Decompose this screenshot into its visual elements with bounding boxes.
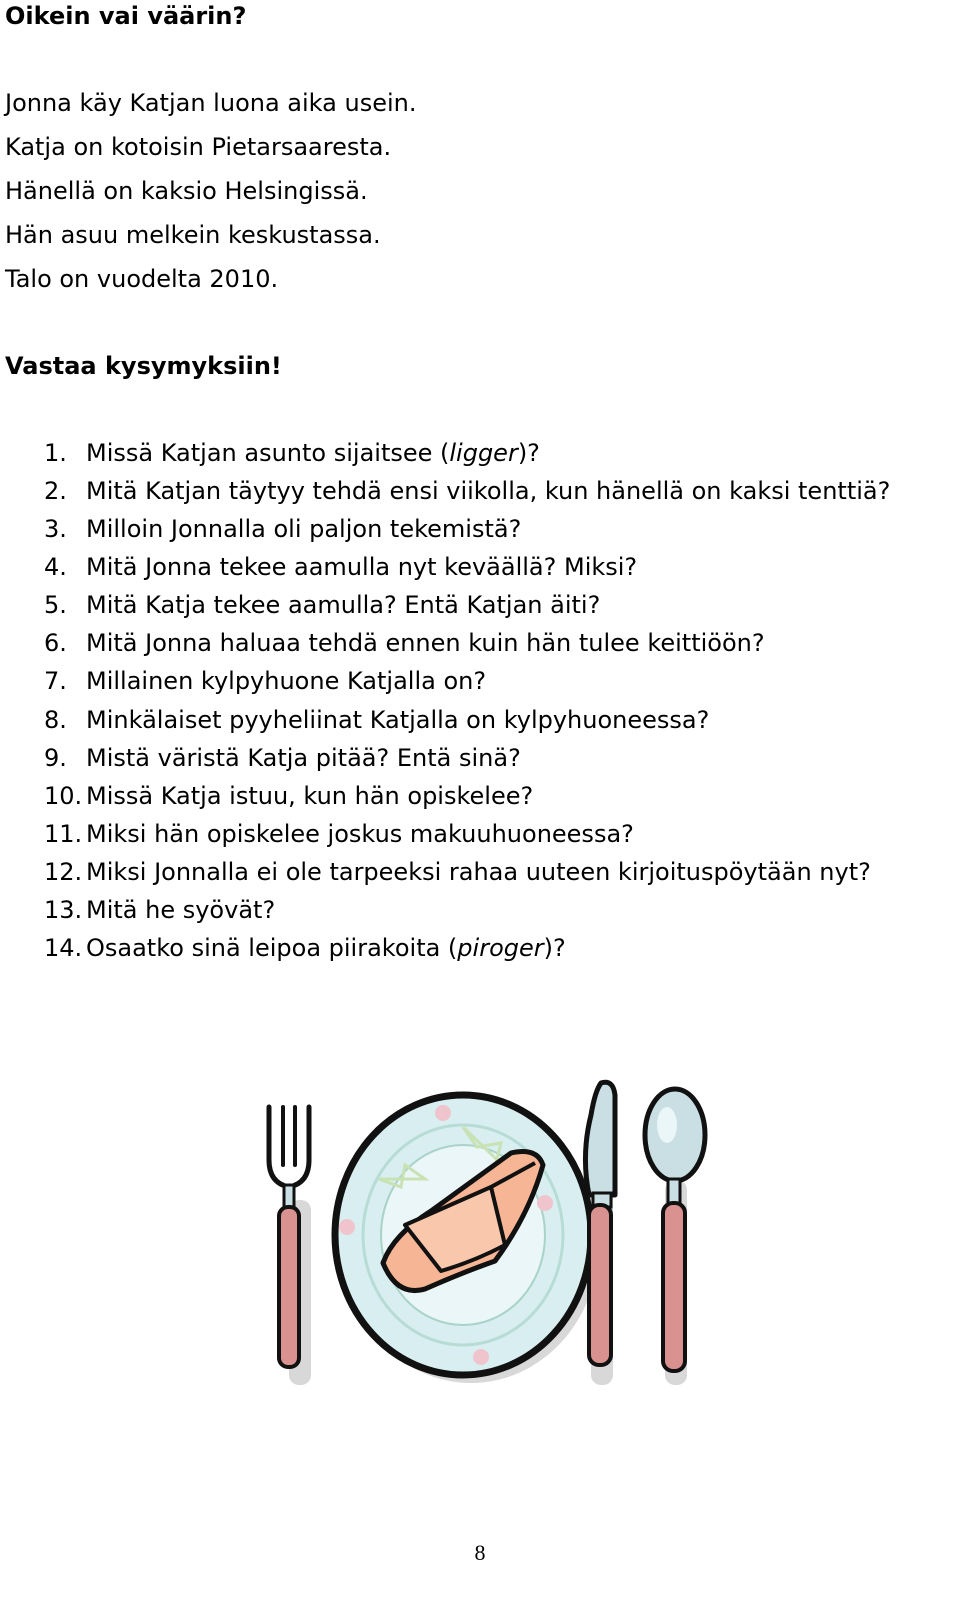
questions-heading: Vastaa kysymyksiin! <box>5 352 282 380</box>
question-item <box>44 819 634 849</box>
question-text: Minkälaiset pyyheliinat Katjalla on kylpyhuoneessa? <box>86 706 710 734</box>
question-number: 6. <box>44 629 67 657</box>
question-text: Mitä Katja tekee aamulla? Entä Katjan äiti? <box>86 591 601 619</box>
knife-handle <box>589 1205 611 1365</box>
paragraph-line: Hänellä on kaksio Helsingissä. <box>5 177 368 205</box>
question-item <box>44 705 709 735</box>
question-number: 5. <box>44 591 67 619</box>
question-text: Miksi hän opiskelee joskus makuuhuoneessa? <box>86 820 634 848</box>
question-item <box>44 628 765 658</box>
question-item <box>44 743 521 773</box>
question-number: 9. <box>44 744 67 772</box>
question-item <box>44 476 890 506</box>
question-number: 13. <box>44 896 83 924</box>
question-text: Millainen kylpyhuone Katjalla on? <box>86 667 487 695</box>
question-number: 7. <box>44 667 67 695</box>
question-number: 14. <box>44 934 83 962</box>
place-setting-icon <box>255 1075 735 1385</box>
question-text: Miksi Jonnalla ei ole tarpeeksi rahaa uuteen kirjoituspöytään nyt? <box>86 858 871 886</box>
question-number: 1. <box>44 439 67 467</box>
spoon-handle <box>663 1203 685 1371</box>
question-text: Osaatko sinä leipoa piirakoita ( <box>86 934 458 962</box>
page-title: Oikein vai väärin? <box>5 2 247 30</box>
question-text: Mitä Katjan täytyy tehdä ensi viikolla, kun hänellä on kaksi tenttiä? <box>86 477 891 505</box>
question-item <box>44 438 540 468</box>
question-number: 3. <box>44 515 67 543</box>
question-italic-term: piroger <box>457 934 544 962</box>
question-text: Milloin Jonnalla oli paljon tekemistä? <box>86 515 522 543</box>
question-item <box>44 590 600 620</box>
question-number: 11. <box>44 820 83 848</box>
question-text: Mistä väristä Katja pitää? Entä sinä? <box>86 744 521 772</box>
question-text: Mitä Jonna tekee aamulla nyt keväällä? Miksi? <box>86 553 638 581</box>
paragraph-line: Hän asuu melkein keskustassa. <box>5 221 381 249</box>
question-text: Missä Katjan asunto sijaitsee ( <box>86 439 450 467</box>
question-item <box>44 781 533 811</box>
fork-handle <box>279 1207 299 1367</box>
knife <box>585 1082 615 1365</box>
question-text: Missä Katja istuu, kun hän opiskelee? <box>86 782 534 810</box>
question-text: Mitä he syövät? <box>86 896 276 924</box>
question-item <box>44 933 566 963</box>
question-number: 10. <box>44 782 83 810</box>
question-number: 2. <box>44 477 67 505</box>
paragraph-line: Talo on vuodelta 2010. <box>5 265 279 293</box>
paragraph-line: Katja on kotoisin Pietarsaaresta. <box>5 133 392 161</box>
spoon <box>645 1089 705 1371</box>
question-number: 4. <box>44 553 67 581</box>
question-italic-term: ligger <box>449 439 518 467</box>
page-number: 8 <box>474 1540 486 1565</box>
question-item <box>44 666 486 696</box>
question-number: 8. <box>44 706 67 734</box>
question-text-end: )? <box>543 934 566 962</box>
question-text-end: )? <box>517 439 540 467</box>
paragraph-line: Jonna käy Katjan luona aika usein. <box>5 89 417 117</box>
question-number: 12. <box>44 858 83 886</box>
question-item <box>44 514 521 544</box>
question-item <box>44 552 637 582</box>
question-text: Mitä Jonna haluaa tehdä ennen kuin hän tulee keittiöön? <box>86 629 765 657</box>
question-item <box>44 895 275 925</box>
question-item <box>44 857 871 887</box>
